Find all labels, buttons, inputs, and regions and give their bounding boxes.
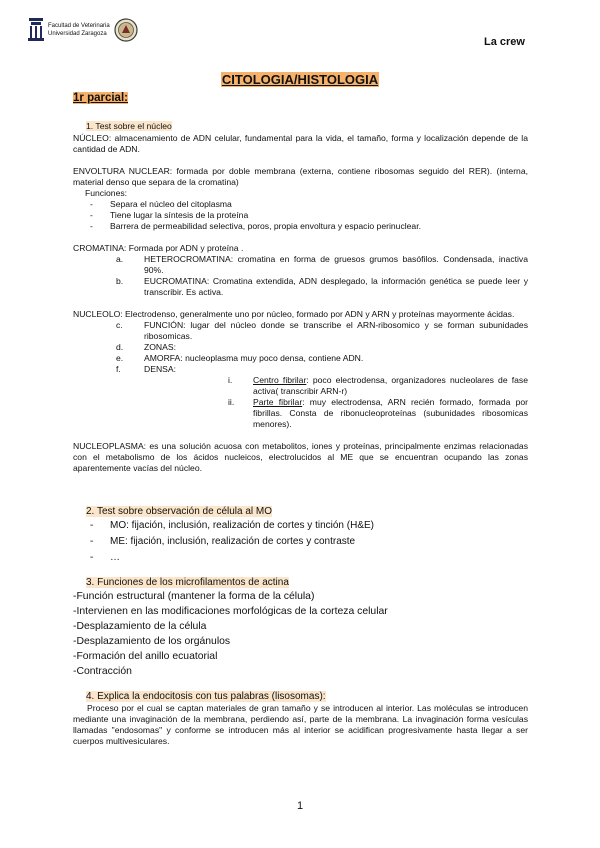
section-2-heading-text: 2. Test sobre observación de célula al MO [86, 506, 273, 517]
list-item: f. DENSA: [116, 364, 176, 374]
logo-line-2: Universidad Zaragoza [48, 31, 107, 37]
list-item: c. FUNCIÓN: lugar del núcleo donde se transcribe el ARN-ribosomico y se forman subunidades ribosomicas. [116, 320, 528, 341]
nucleoplasma-paragraph: NUCLEOPLASMA: es una solución acuosa con metabolitos, iones y proteínas, principalmente enzimas relacionadas con el metabolismo de los ácidos nucleicos, electrolucidos al ME que se encuentran ocupando las zonas aparentemente vacías del núcleo. [73, 441, 528, 473]
list-item: -Función estructural (mantener la forma de la célula) [73, 591, 315, 602]
page-title-text: CITOLOGIA/HISTOLOGIA [221, 72, 379, 87]
section-1-heading [86, 121, 172, 132]
list-item: d. ZONAS: [116, 342, 176, 352]
list-item: -Formación del anillo ecuatorial [73, 651, 218, 662]
page-number: 1 [296, 800, 304, 812]
list-item: a. HETEROCROMATINA: cromatina en forma de gruesos grumos basófilos. Condensada, inactiva 90%. [116, 254, 528, 275]
nucleo-paragraph: NÚCLEO: almacenamiento de ADN celular, fundamental para la vida, el tamaño, forma y localización depende de la cantidad de ADN. [73, 133, 528, 154]
funciones-label: Funciones: [85, 188, 128, 198]
section-4-heading [86, 690, 326, 703]
list-item: -Intervienen en las modificaciones morfológicas de la corteza celular [73, 606, 388, 617]
university-tower-logo [27, 16, 45, 42]
list-item: - Separa el núcleo del citoplasma [90, 199, 232, 209]
list-item: e. AMORFA: nucleoplasma muy poco densa, contiene ADN. [116, 353, 364, 363]
section-4-heading-text: 4. Explica la endocitosis con tus palabras (lisosomas): [86, 691, 326, 702]
list-item: - … [90, 552, 120, 563]
list-item: -Contracción [73, 666, 132, 677]
cromatina-paragraph: CROMATINA: Formada por ADN y proteína . [73, 243, 244, 253]
faculty-logo-text [48, 22, 110, 38]
list-item: -Desplazamiento de la célula [73, 621, 207, 632]
section-3-heading [86, 576, 289, 589]
partial-heading-text: 1r parcial: [73, 92, 128, 104]
section-1-body [73, 133, 528, 474]
section-1-heading-text: 1. Test sobre el núcleo [86, 121, 172, 131]
list-item: b. EUCROMATINA: Cromatina extendida, ADN desplegado, la información genética se puede leer y transcribir. Es activa. [116, 276, 528, 297]
list-item: - Barrera de permeabilidad selectiva, poros, propia envoltura y espacio perinuclear. [90, 221, 421, 231]
logo-line-1: Facultad de Veterinaria [48, 23, 110, 29]
section-3-heading-text: 3. Funciones de los microfilamentos de actina [86, 577, 289, 588]
partial-heading [73, 92, 128, 104]
envoltura-paragraph: ENVOLTURA NUCLEAR: formada por doble membrana (externa, contiene ribosomas seguido del RER). (interna, material denso que separa de la cromatina) [73, 166, 528, 187]
list-item: - ME: fijación, inclusión, realización de cortes y contraste [90, 536, 356, 547]
brand-label: La crew [484, 36, 525, 48]
section-2-list [73, 518, 528, 566]
list-item: ii. Parte fibrilar: muy electrodensa, ARN recién formado, formada por fibrillas. Consta de ribonucleoproteínas (subunidades ribosomicas menores). [228, 397, 529, 429]
university-seal-icon [114, 18, 138, 42]
list-item: i. Centro fibrilar: poco electrodensa, organizadores nucleolares de fase activa( transcribir ARN-r) [228, 375, 528, 396]
endocitosis-paragraph: Proceso por el cual se captan materiales de gran tamaño y se introducen al interior. Las moléculas se introducen mediante una invaginación de la membrana, perdiendo así, parte de la membrana. La invaginación forma vesículas llamadas "endosomas" y conforme se introducen más al interior se acidifican progresivamente hasta llegar a ser cuerpos multivesiculares. [73, 703, 528, 746]
list-item: -Desplazamiento de los orgánulos [73, 636, 231, 647]
nucleolo-paragraph: NUCLEOLO: Electrodenso, generalmente uno por núcleo, formado por ADN y ARN y proteínas mayormente ácidas. [73, 309, 515, 319]
section-3-list [73, 589, 528, 679]
list-item: - Tiene lugar la síntesis de la proteína [90, 210, 249, 220]
section-2-heading [86, 505, 272, 518]
page-title [0, 72, 600, 87]
list-item: - MO: fijación, inclusión, realización de cortes y tinción (H&E) [90, 520, 374, 531]
